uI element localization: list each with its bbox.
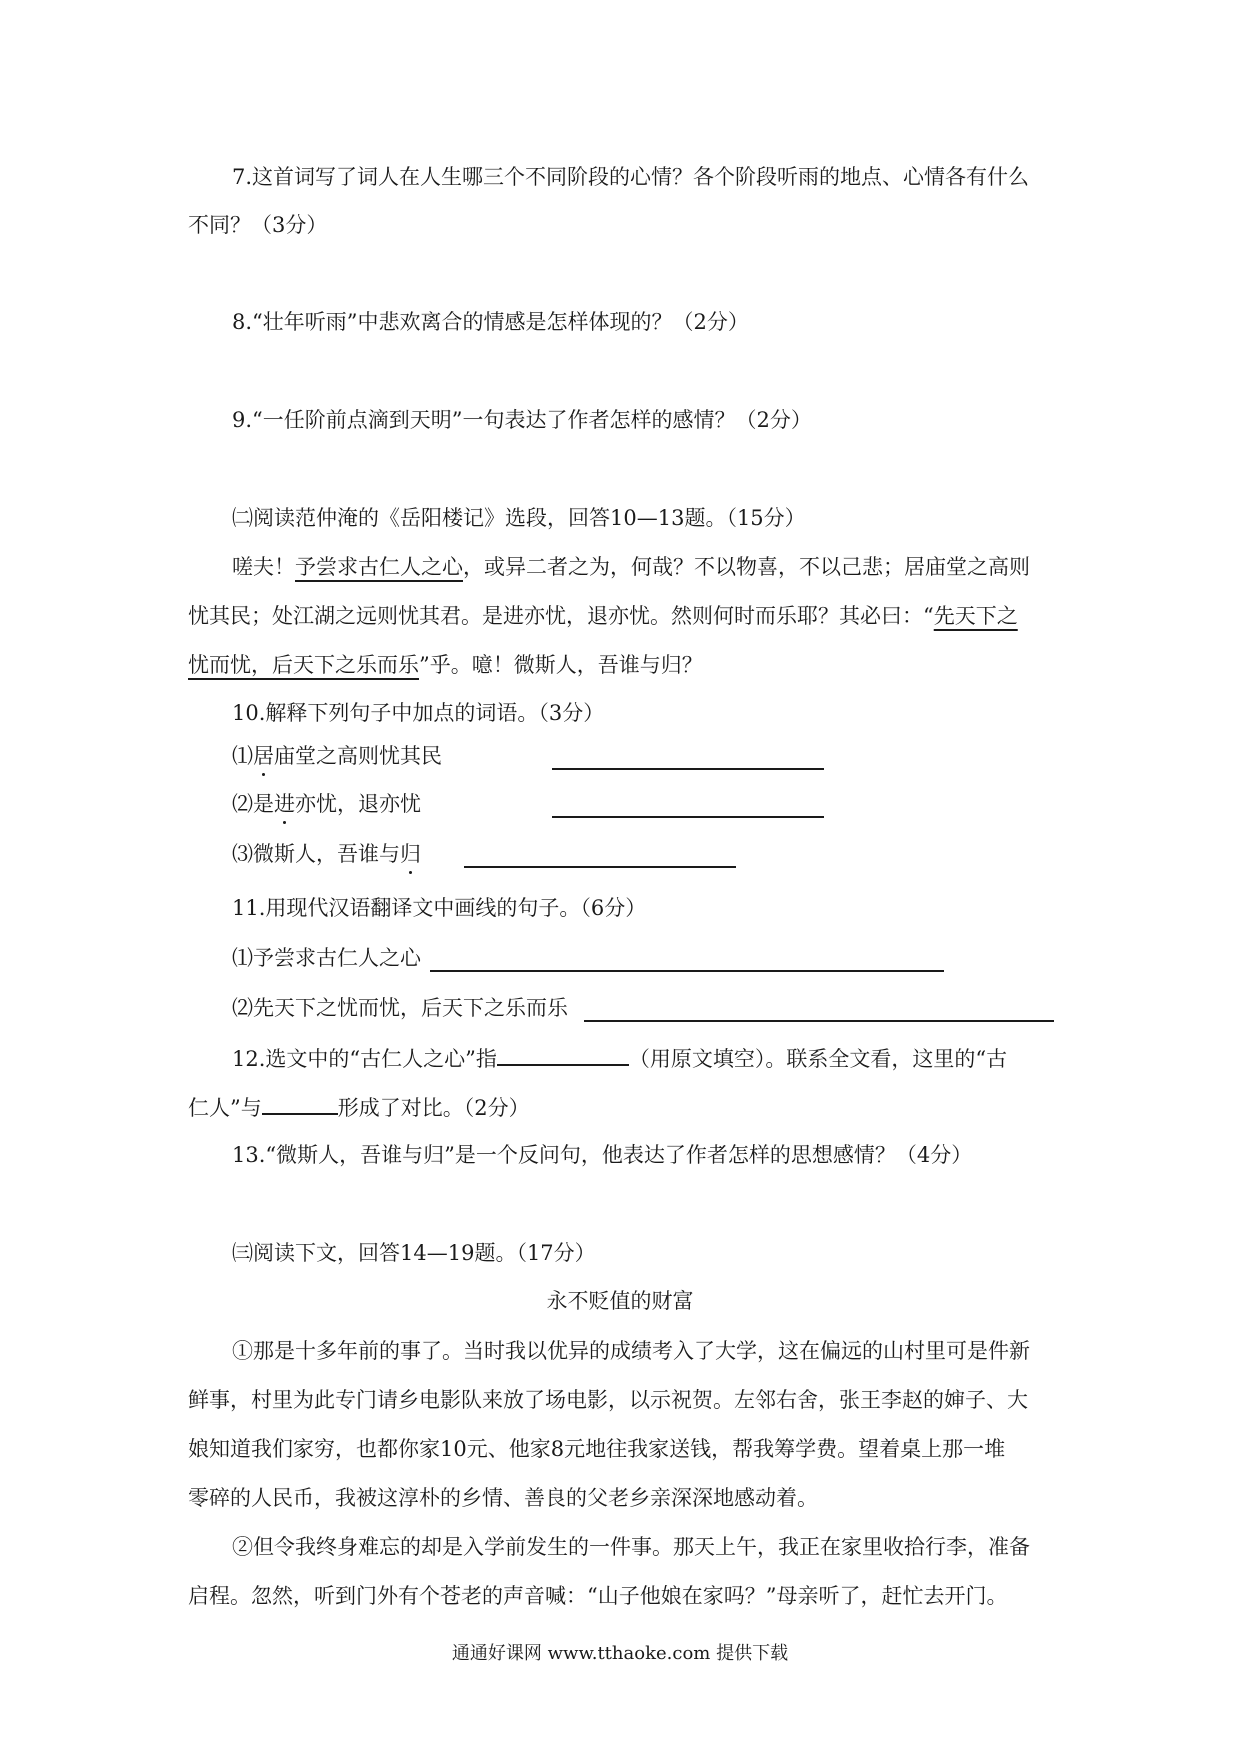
passage-text: ”乎。噫！微斯人，吾谁与归？ — [419, 653, 703, 677]
article-paragraph-2-line-2: 启程。忽然，听到门外有个苍老的声音喊：“山子他娘在家吗？”母亲听了，赶忙去开门。 — [188, 1584, 1008, 1608]
question-8: 8.“壮年听雨”中悲欢离合的情感是怎样体现的？（2分） — [232, 310, 749, 334]
passage-line-2 — [188, 602, 1018, 630]
item-text: 亦忧，退亦忧 — [295, 792, 421, 816]
question-11-item-1: ⑴予尝求古仁人之心 — [232, 946, 421, 970]
dotted-word: 归 — [400, 842, 421, 866]
question-7-line-2: 不同？（3分） — [188, 213, 328, 237]
answer-blank[interactable] — [552, 796, 824, 818]
passage-text: 忧其民；处江湖之远则忧其君。是进亦忧，退亦忧。然则何时而乐耶？其必曰：“ — [188, 604, 934, 628]
answer-blank[interactable] — [262, 1093, 338, 1115]
article-paragraph-1-line-4: 零碎的人民币，我被这淳朴的乡情、善良的父老乡亲深深地感动着。 — [188, 1486, 818, 1510]
question-text: 形成了对比。（2分） — [337, 1096, 530, 1120]
question-9: 9.“一任阶前点滴到天明”一句表达了作者怎样的感情？（2分） — [232, 408, 812, 432]
item-number: ⑴ — [232, 744, 253, 768]
question-7-line-1: 7.这首词写了词人在人生哪三个不同阶段的心情？各个阶段听雨的地点、心情各有什么 — [232, 165, 1030, 189]
item-text: 庙堂之高则忧其民 — [274, 744, 442, 768]
underlined-sentence: 先天下之 — [933, 604, 1018, 628]
article-paragraph-1-line-1: ①那是十多年前的事了。当时我以优异的成绩考入了大学，这在偏远的山村里可是件新 — [232, 1339, 1030, 1363]
underlined-sentence: 忧而忧，后天下之乐而乐 — [188, 653, 419, 677]
question-11-item-2: ⑵先天下之忧而忧，后天下之乐而乐 — [232, 996, 568, 1020]
question-10-item-2 — [232, 790, 421, 818]
answer-blank[interactable] — [497, 1044, 629, 1066]
dotted-word: 居 — [253, 744, 274, 768]
question-10-item-3 — [232, 840, 421, 868]
question-12-line-2 — [188, 1093, 530, 1122]
question-text: （用原文填空）。联系全文看，这里的“古 — [628, 1047, 1008, 1071]
dotted-word: 进 — [274, 792, 295, 816]
passage-line-1 — [232, 553, 1030, 581]
question-13: 13.“微斯人，吾谁与归”是一个反问句，他表达了作者怎样的思想感情？（4分） — [232, 1143, 973, 1167]
passage-text: 嗟夫！ — [232, 555, 295, 579]
article-paragraph-1-line-2: 鲜事，村里为此专门请乡电影队来放了场电影，以示祝贺。左邻右舍，张王李赵的婶子、大 — [188, 1388, 1028, 1412]
underlined-sentence: 予尝求古仁人之心 — [295, 555, 463, 579]
section-3-header: ㈢阅读下文，回答14—19题。（17分） — [232, 1241, 596, 1265]
question-11-title: 11.用现代汉语翻译文中画线的句子。（6分） — [232, 896, 647, 920]
question-12-line-1 — [232, 1044, 1007, 1073]
article-title: 永不贬值的财富 — [546, 1289, 694, 1313]
answer-blank[interactable] — [430, 950, 944, 972]
passage-text: ，或异二者之为，何哉？不以物喜，不以己悲；居庙堂之高则 — [463, 555, 1030, 579]
article-paragraph-1-line-3: 娘知道我们家穷，也都你家10元、他家8元地往我家送钱，帮我筹学费。望着桌上那一堆 — [188, 1437, 1006, 1461]
question-10-title: 10.解释下列句子中加点的词语。（3分） — [232, 701, 605, 725]
question-text: 仁人”与 — [188, 1096, 262, 1120]
question-10-item-1 — [232, 742, 442, 770]
answer-blank[interactable] — [464, 846, 736, 868]
page-footer: 通通好课网 www.tthaoke.com 提供下载 — [451, 1643, 789, 1664]
answer-blank[interactable] — [552, 748, 824, 770]
section-2-header: ㈡阅读范仲淹的《岳阳楼记》选段，回答10—13题。（15分） — [232, 506, 806, 530]
item-number: ⑵是 — [232, 792, 274, 816]
article-paragraph-2-line-1: ②但令我终身难忘的却是入学前发生的一件事。那天上午，我正在家里收拾行李，准备 — [232, 1535, 1030, 1559]
question-text: 12.选文中的“古仁人之心”指 — [232, 1047, 497, 1071]
passage-line-3 — [188, 651, 703, 679]
item-text: ⑶微斯人，吾谁与 — [232, 842, 400, 866]
answer-blank[interactable] — [584, 1000, 1054, 1022]
